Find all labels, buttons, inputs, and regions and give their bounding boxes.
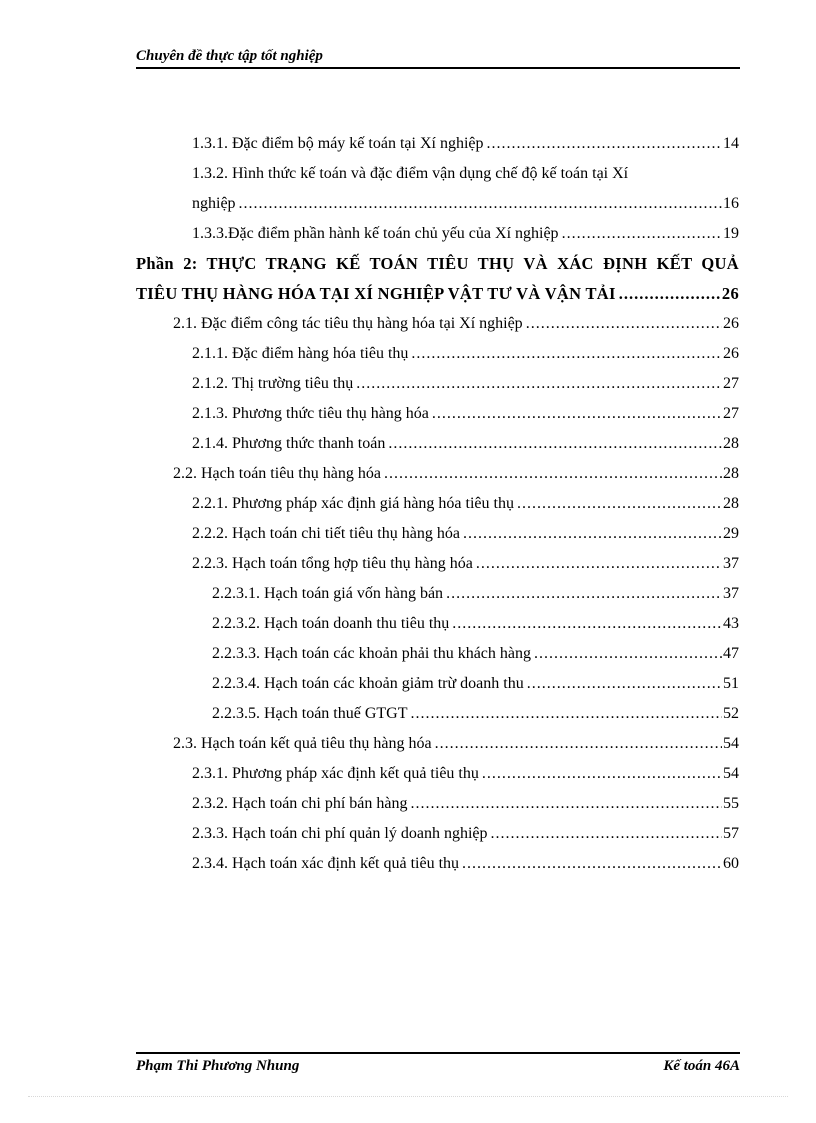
toc-entry-1-3-3[interactable] [136,219,739,249]
toc-entry-2-2-3[interactable] [136,549,739,579]
toc-entry-title: 1.3.2. Hình thức kế toán và đặc điểm vận dụng chế độ kế toán tại Xí [192,165,629,182]
toc-leader-dots [517,489,722,519]
toc-entry-page: 14 [723,135,739,152]
toc-entry-2-2-3-4[interactable] [136,669,739,699]
toc-entry-page: 54 [723,735,739,752]
toc-leader-dots [452,609,722,639]
toc-entry-1-3-2-line1[interactable] [136,159,739,189]
toc-leader-dots [526,309,722,339]
toc-leader-dots [446,579,722,609]
footer-class: Kế toán 46A [663,1058,740,1074]
header-title: Chuyên đề thực tập tốt nghiệp [136,48,323,64]
toc-entry-title: 2.2.2. Hạch toán chi tiết tiêu thụ hàng hóa [192,525,460,542]
toc-entry-2-1-2[interactable] [136,369,739,399]
toc-entry-title-cont: nghiệp [192,195,236,212]
toc-leader-dots [486,129,722,159]
toc-entry-title: 2.3.1. Phương pháp xác định kết quả tiêu thụ [192,765,479,782]
toc-leader-dots [432,399,722,429]
toc-entry-2-1-4[interactable] [136,429,739,459]
toc-entry-page: 28 [723,495,739,512]
toc-entry-page: 37 [723,585,739,602]
toc-entry-2-2[interactable] [136,459,739,489]
toc-leader-dots [463,519,722,549]
toc-leader-dots [619,279,721,309]
toc-leader-dots [388,429,722,459]
toc-entry-2-2-3-5[interactable] [136,699,739,729]
toc-entry-2-2-1[interactable] [136,489,739,519]
toc-entry-page: 47 [723,645,739,662]
toc-leader-dots [435,729,722,759]
toc-entry-title: 1.3.1. Đặc điểm bộ máy kế toán tại Xí nghiệp [192,135,484,152]
toc-entry-2-3-2[interactable] [136,789,739,819]
toc-leader-dots [491,819,723,849]
toc-entry-page: 55 [723,795,739,812]
toc-entry-title: 2.3.4. Hạch toán xác định kết quả tiêu thụ [192,855,460,872]
toc-entry-title: 2.1.3. Phương thức tiêu thụ hàng hóa [192,405,429,422]
toc-part-title-cont: TIÊU THỤ HÀNG HÓA TẠI XÍ NGHIỆP VẬT TƯ VÀ VẬN TẢI [136,284,616,303]
toc-entry-page: 28 [723,435,739,452]
toc-leader-dots [411,339,722,369]
toc-entry-title: 2.1. Đặc điểm công tác tiêu thụ hàng hóa tại Xí nghiệp [173,315,523,332]
page-bottom-divider [28,1096,788,1097]
toc-entry-title: 2.2.3.4. Hạch toán các khoản giảm trừ doanh thu [212,675,524,692]
toc-entry-page: 29 [723,525,739,542]
toc-entry-page: 26 [723,315,739,332]
toc-entry-title: 2.2.3.1. Hạch toán giá vốn hàng bán [212,585,444,602]
toc-entry-1-3-1[interactable] [136,129,739,159]
toc-leader-dots [534,639,722,669]
toc-entry-2-2-2[interactable] [136,519,739,549]
toc-entry-title: 2.3.2. Hạch toán chi phí bán hàng [192,795,408,812]
toc-entry-2-3-1[interactable] [136,759,739,789]
toc-entry-2-1[interactable] [136,309,739,339]
toc-entry-page: 27 [723,405,739,422]
toc-entry-page: 43 [723,615,739,632]
toc-part-title: Phần 2: THỰC TRẠNG KẾ TOÁN TIÊU THỤ VÀ XÁC ĐỊNH KẾT QUẢ [136,254,739,273]
toc-entry-page: 28 [723,465,739,482]
toc-leader-dots [527,669,722,699]
toc-entry-title: 2.1.4. Phương thức thanh toán [192,435,386,452]
toc-entry-2-1-3[interactable] [136,399,739,429]
toc-leader-dots [356,369,722,399]
toc-entry-title: 2.2.3.3. Hạch toán các khoản phải thu khách hàng [212,645,532,662]
toc-leader-dots [411,789,723,819]
toc-entry-page: 60 [723,855,739,872]
toc-entry-page: 54 [723,765,739,782]
table-of-contents [136,129,739,879]
page-footer [136,1052,740,1075]
toc-entry-2-2-3-1[interactable] [136,579,739,609]
toc-entry-page: 57 [723,825,739,842]
toc-entry-page: 26 [723,345,739,362]
toc-leader-dots [239,189,722,219]
toc-leader-dots [462,849,722,879]
toc-entry-title: 2.1.2. Thị trường tiêu thụ [192,375,354,392]
toc-entry-title: 2.2.3. Hạch toán tổng hợp tiêu thụ hàng hóa [192,555,473,572]
toc-entry-page: 26 [721,284,739,303]
toc-leader-dots [476,549,722,579]
page-header [136,48,740,69]
toc-entry-2-3-3[interactable] [136,819,739,849]
toc-entry-2-3[interactable] [136,729,739,759]
toc-leader-dots [482,759,722,789]
toc-entry-2-2-3-3[interactable] [136,639,739,669]
toc-leader-dots [562,219,722,249]
toc-part-2[interactable] [136,279,739,309]
toc-entry-page: 16 [723,195,739,212]
toc-entry-page: 19 [723,225,739,242]
toc-entry-2-1-1[interactable] [136,339,739,369]
toc-entry-title: 2.2.3.2. Hạch toán doanh thu tiêu thụ [212,615,450,632]
toc-entry-page: 27 [723,375,739,392]
toc-leader-dots [411,699,722,729]
toc-entry-title: 2.1.1. Đặc điểm hàng hóa tiêu thụ [192,345,409,362]
toc-entry-title: 2.3.3. Hạch toán chi phí quản lý doanh nghiệp [192,825,488,842]
toc-entry-title: 1.3.3.Đặc điểm phần hành kế toán chủ yếu của Xí nghiệp [192,225,559,242]
toc-entry-page: 51 [723,675,739,692]
toc-entry-2-2-3-2[interactable] [136,609,739,639]
toc-entry-title: 2.3. Hạch toán kết quả tiêu thụ hàng hóa [173,735,432,752]
toc-entry-1-3-2[interactable] [136,189,739,219]
toc-leader-dots [384,459,722,489]
toc-entry-title: 2.2.3.5. Hạch toán thuế GTGT [212,705,408,722]
toc-entry-page: 52 [723,705,739,722]
toc-entry-title: 2.2.1. Phương pháp xác định giá hàng hóa tiêu thụ [192,495,514,512]
footer-author: Phạm Thi Phương Nhung [136,1058,300,1074]
toc-entry-page: 37 [723,555,739,572]
toc-entry-title: 2.2. Hạch toán tiêu thụ hàng hóa [173,465,381,482]
toc-part-2-line1[interactable] [136,249,739,279]
toc-entry-2-3-4[interactable] [136,849,739,879]
